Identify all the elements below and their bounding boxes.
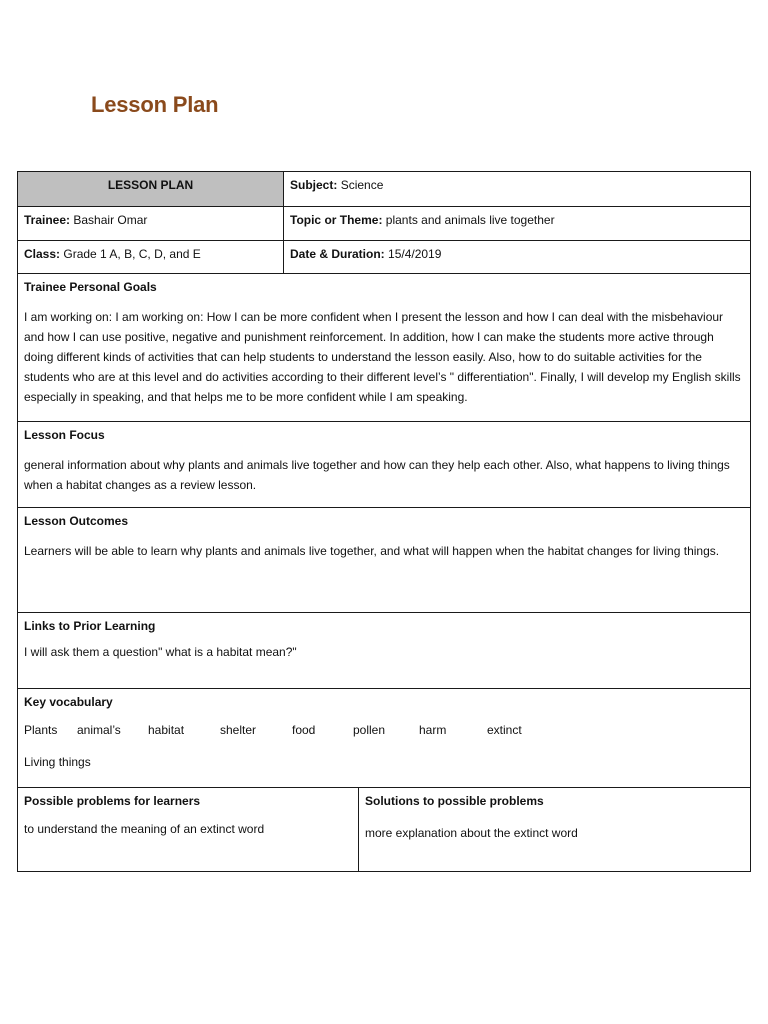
goals-heading: Trainee Personal Goals — [24, 280, 157, 294]
trainee-cell — [18, 207, 284, 240]
focus-heading: Lesson Focus — [24, 428, 105, 442]
vocab-heading: Key vocabulary — [24, 695, 113, 709]
prior-cell — [18, 613, 750, 688]
vocab-word: Plants — [24, 723, 58, 737]
page-title: Lesson Plan — [91, 92, 219, 117]
focus-cell — [18, 422, 750, 507]
vocab-word: animal’s — [77, 723, 121, 737]
outcomes-heading: Lesson Outcomes — [24, 514, 129, 528]
solutions-text: more explanation about the extinct word — [365, 826, 578, 840]
subject-cell — [284, 172, 750, 206]
table-row-vocab — [18, 688, 750, 787]
table-row-header — [18, 172, 750, 206]
trainee-value: Bashair Omar — [73, 213, 148, 227]
outcomes-text: Learners will be able to learn why plants and animals live together, and what will happen when the habitat changes for living things. — [24, 544, 720, 558]
goals-cell — [18, 274, 750, 421]
table-row-trainee — [18, 206, 750, 240]
date-duration-label: Date & Duration: — [290, 247, 385, 261]
vocab-word: habitat — [148, 723, 185, 737]
table-row-focus — [18, 421, 750, 507]
solutions-heading: Solutions to possible problems — [365, 794, 544, 808]
prior-text: I will ask them a question" what is a habitat mean?" — [24, 645, 297, 659]
table-row-prior — [18, 612, 750, 688]
topic-label: Topic or Theme: — [290, 213, 383, 227]
vocab-word: pollen — [353, 723, 386, 737]
focus-text: general information about why plants and animals live together and how can they help each other. Also, what happens to living things when a habitat changes as a review lesson. — [24, 458, 730, 492]
header-label: LESSON PLAN — [107, 178, 194, 192]
table-row-class — [18, 240, 750, 273]
class-label: Class: — [24, 247, 61, 261]
vocab-word: food — [292, 723, 316, 737]
table-row-goals — [18, 273, 750, 421]
lesson-plan-table — [17, 171, 751, 872]
date-duration-cell — [284, 241, 750, 273]
subject-label: Subject: — [290, 178, 338, 192]
vocab-word: shelter — [220, 723, 257, 737]
outcomes-cell — [18, 508, 750, 612]
vocab-list — [24, 720, 744, 740]
topic-cell — [284, 207, 750, 240]
table-row-outcomes — [18, 507, 750, 612]
header-cell — [18, 172, 284, 206]
problems-heading: Possible problems for learners — [24, 794, 201, 808]
vocab-extra: Living things — [24, 755, 91, 769]
topic-value: plants and animals live together — [385, 213, 555, 227]
solutions-cell — [359, 788, 750, 871]
problems-text: to understand the meaning of an extinct word — [24, 822, 265, 836]
date-duration-value: 15/4/2019 — [388, 247, 442, 261]
problems-cell — [18, 788, 359, 871]
trainee-label: Trainee: — [24, 213, 71, 227]
subject-value: Science — [340, 178, 384, 192]
vocab-word: extinct — [487, 723, 522, 737]
class-value: Grade 1 A, B, C, D, and E — [63, 247, 201, 261]
class-cell — [18, 241, 284, 273]
goals-text: I am working on: I am working on: How I can be more confident when I present the lesson and how I can deal with the misbehaviour and how I can use positive, negative and punishment reinforcement. In addition, how I can make the students more active through doing different kinds of activities that can help students to understand the lesson easily. Also, how to do suitable activities for the students who are at this level and do activities according to their different level’s " differentiation". Finally, I will develop my English skills especially in speaking, and that helps me to be more confident while I am speaking. — [24, 310, 741, 404]
vocab-cell — [18, 689, 750, 787]
table-row-problems — [18, 787, 750, 871]
vocab-word: harm — [419, 723, 447, 737]
prior-heading: Links to Prior Learning — [24, 619, 156, 633]
